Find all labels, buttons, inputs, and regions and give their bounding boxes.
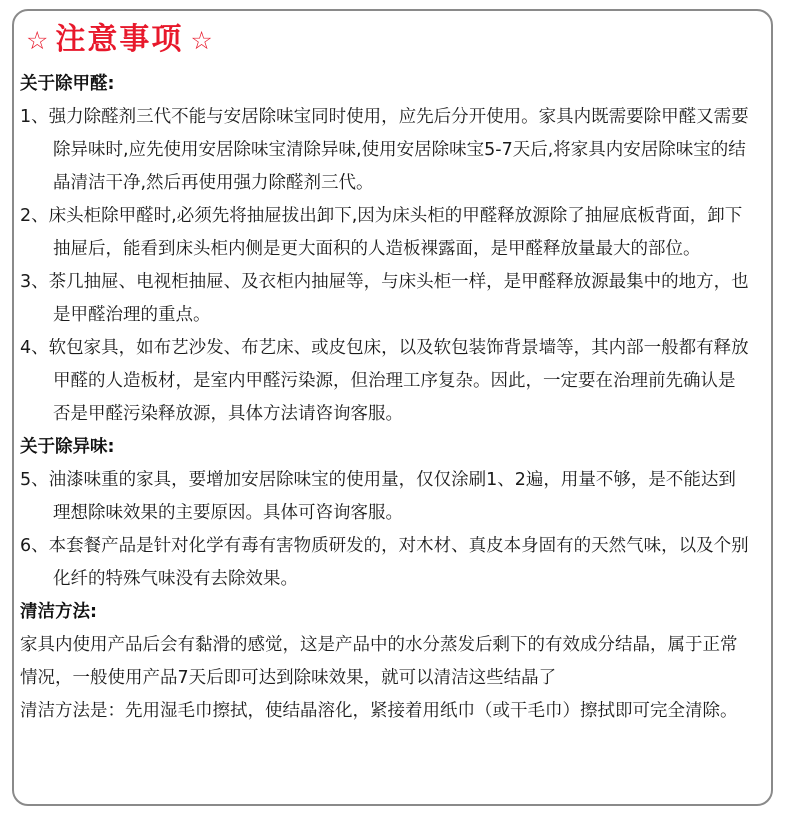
section-heading-formaldehyde: 关于除甲醛: [20,74,115,94]
notice-item-1: 1、强力除醛剂三代不能与安居除味宝同时使用，应先后分开使用。家具内既需要除甲醛又需要除异味时,应先使用安居除味宝清除异味,使用安居除味宝5-7天后,将家具内安居除味宝的结晶清洁干净,然后再使用强力除醛剂三代。 [20,107,749,193]
notice-content [20,68,750,728]
notice-item-5: 5、油漆味重的家具，要增加安居除味宝的使用量，仅仅涂刷1、2遍，用量不够，是不能达到理想除味效果的主要原因。具体可咨询客服。 [20,470,736,523]
page-title: 注意事项 [55,22,184,57]
cleaning-paragraph-1: 家具内使用产品后会有黏滑的感觉，这是产品中的水分蒸发后剩下的有效成分结晶，属于正常情况，一般使用产品7天后即可达到除味效果，就可以清洁这些结晶了 [20,635,738,688]
star-icon-right: ☆ [190,25,213,55]
section-heading-cleaning: 清洁方法: [20,602,97,622]
section-heading-odor: 关于除异味: [20,437,115,457]
notice-item-6: 6、本套餐产品是针对化学有毒有害物质研发的，对木材、真皮本身固有的天然气味，以及个别化纤的特殊气味没有去除效果。 [20,536,749,589]
notice-item-3: 3、茶几抽屉、电视柜抽屉、及衣柜内抽屉等，与床头柜一样，是甲醛释放源最集中的地方，也是甲醛治理的重点。 [20,272,749,325]
notice-item-2: 2、床头柜除甲醛时,必须先将抽屉拔出卸下,因为床头柜的甲醛释放源除了抽屉底板背面，卸下抽屉后，能看到床头柜内侧是更大面积的人造板裸露面，是甲醛释放量最大的部位。 [20,206,743,259]
cleaning-paragraph-2: 清洁方法是：先用湿毛巾擦拭，使结晶溶化，紧接着用纸巾（或干毛巾）擦拭即可完全清除。 [20,701,738,721]
title-row [26,18,213,62]
star-icon-left: ☆ [26,25,49,55]
notice-item-4: 4、软包家具，如布艺沙发、布艺床、或皮包床，以及软包装饰背景墙等，其内部一般都有释放甲醛的人造板材，是室内甲醛污染源，但治理工序复杂。因此，一定要在治理前先确认是否是甲醛污染释放源，具体方法请咨询客服。 [20,338,749,424]
